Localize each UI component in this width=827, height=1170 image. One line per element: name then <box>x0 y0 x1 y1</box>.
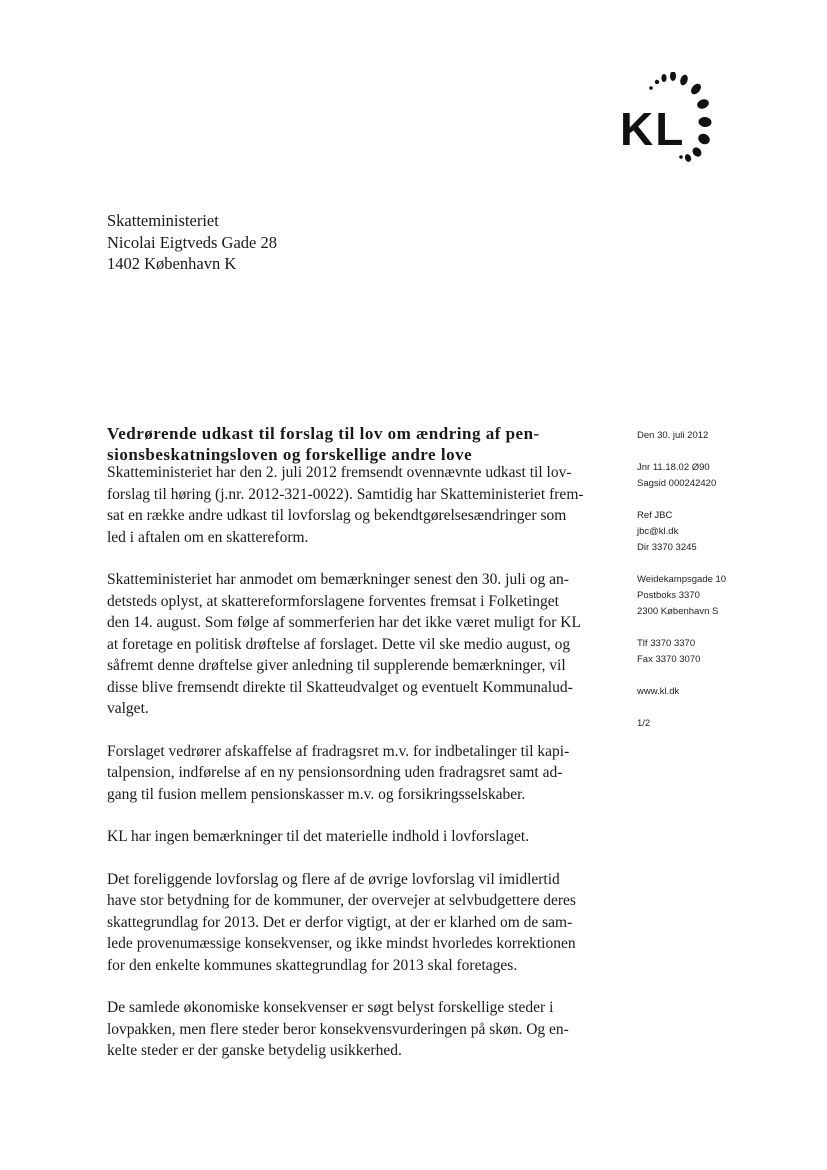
paragraph-4 <box>107 826 607 848</box>
website: www.kl.dk <box>637 686 680 697</box>
recipient-address <box>107 210 277 275</box>
text-line: kelte steder er der ganske betydelig usikkerhed. <box>107 1042 402 1059</box>
text-line: gang til fusion mellem pensionskasser m.v. og forsikringsselskaber. <box>107 785 526 803</box>
recipient-street: Nicolai Eigtveds Gade 28 <box>107 232 277 252</box>
text-line: KL har ingen bemærkninger til det materielle indhold i lovforslaget. <box>107 828 530 845</box>
street-address: Weidekampsgade 10 <box>637 574 727 585</box>
text-line: talpension, indførelse af en ny pensionsordning uden fradragsret samt ad- <box>107 764 563 781</box>
text-line: sat en række andre udkast til lovforslag og bekendtgørelsesændringer som <box>107 507 567 524</box>
letter-body <box>107 462 607 1083</box>
text-line: skattegrundlag for 2013. Det er derfor vigtigt, at der er klarhed om de sam- <box>107 913 573 931</box>
kl-logo <box>612 72 722 167</box>
letter-date: Den 30. juli 2012 <box>637 430 709 441</box>
journal-number: Jnr 11.18.02 Ø90 <box>637 462 710 473</box>
text-line: led i aftalen om en skattereform. <box>107 528 309 546</box>
direct-phone: Dir 3370 3245 <box>637 542 697 553</box>
postbox: Postboks 3370 <box>637 590 700 601</box>
phone-number: Tlf 3370 3370 <box>637 638 696 649</box>
paragraph-1 <box>107 462 607 548</box>
subject-line: Vedrørende udkast til forslag til lov om ændring af pen- <box>107 424 540 443</box>
subject-line: sionsbeskatningsloven og forskellige andre love <box>107 445 473 464</box>
email-address: jbc@kl.dk <box>637 526 679 537</box>
paragraph-6 <box>107 997 607 1062</box>
recipient-name: Skatteministeriet <box>107 211 219 230</box>
text-line: detsteds oplyst, at skattereformforslagene forventes fremsat i Folketinget <box>107 592 559 610</box>
paragraph-3 <box>107 741 607 806</box>
paragraph-5 <box>107 869 607 977</box>
subject-heading <box>107 423 607 465</box>
case-id: Sagsid 000242420 <box>637 478 717 489</box>
text-line: at foretage en politisk drøftelse af forslaget. Dette vil ske medio august, og <box>107 635 571 653</box>
sidebar-info <box>637 428 726 732</box>
text-line: lovpakken, men flere steder beror konsekvensvurderingen på skøn. Og en- <box>107 1020 569 1038</box>
text-line: have stor betydning for de kommuner, der overvejer at selvbudgettere deres <box>107 892 576 909</box>
text-line: forslag til høring (j.nr. 2012-321-0022). Samtidig har Skatteministeriet frem- <box>107 485 584 503</box>
text-line: lede provenumæssige konsekvenser, og ikke mindst hvorledes korrektionen <box>107 935 576 952</box>
text-line: for den enkelte kommunes skattegrundlag for 2013 skal foretages. <box>107 956 518 974</box>
text-line: såfremt denne drøftelse giver anledning til supplerende bemærkninger, vil <box>107 657 566 674</box>
paragraph-2 <box>107 569 607 720</box>
recipient-city: 1402 København K <box>107 254 237 273</box>
text-line: den 14. august. Som følge af sommerferien har det ikke været muligt for KL <box>107 614 581 631</box>
text-line: Skatteministeriet har anmodet om bemærkninger senest den 30. juli og an- <box>107 571 569 588</box>
text-line: Det foreliggende lovforslag og flere af de øvrige lovforslag vil imidlertid <box>107 870 560 888</box>
text-line: Forslaget vedrører afskaffelse af fradragsret m.v. for indbetalinger til kapi- <box>107 742 570 760</box>
logo-text: KL <box>620 103 686 155</box>
reference: Ref JBC <box>637 510 673 521</box>
postal-city: 2300 København S <box>637 606 719 617</box>
page-number: 1/2 <box>637 718 651 729</box>
text-line: Skatteministeriet har den 2. juli 2012 fremsendt ovennævnte udkast til lov- <box>107 464 572 481</box>
text-line: valget. <box>107 700 149 717</box>
text-line: De samlede økonomiske konsekvenser er søgt belyst forskellige steder i <box>107 999 554 1016</box>
fax-number: Fax 3370 3070 <box>637 654 701 665</box>
text-line: disse blive fremsendt direkte til Skatteudvalget og eventuelt Kommunalud- <box>107 678 573 696</box>
